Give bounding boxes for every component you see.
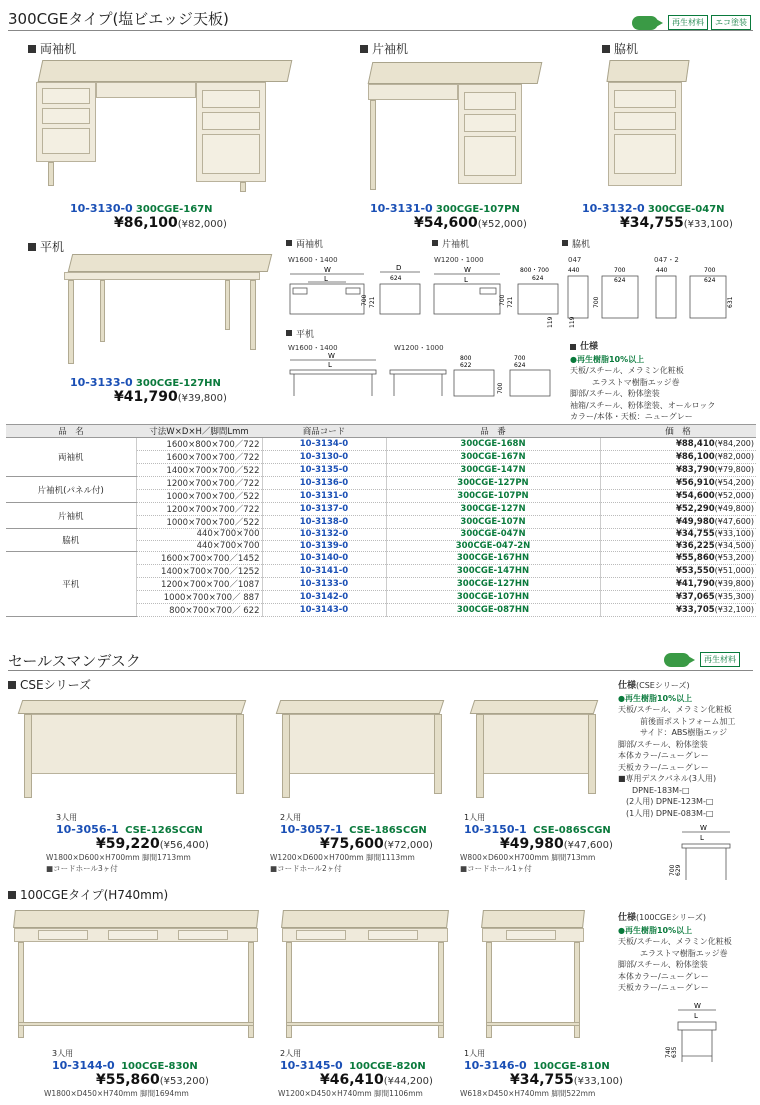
cse-dimension-drawing [668,822,748,884]
product-caption: 1人用 10-3150-1 CSE-086SCGN ¥49,980(¥47,600) W800×D600×H700mm 脚間713mm ■コードホール1ヶ付 [460,813,613,873]
cell-price: ¥53,550(¥51,000) [600,565,756,578]
cell-code: 10-3138-0 [262,516,386,529]
table-row [6,503,756,516]
svg-text:W: W [328,352,335,360]
svg-text:D: D [396,264,402,272]
svg-text:W1600・1400: W1600・1400 [288,256,338,264]
single-pedestal-desk-image [362,56,552,196]
cse-3-person-desk-image [14,696,254,806]
badge-recycled: 再生材料 [668,15,708,30]
svg-text:440: 440 [568,267,580,274]
svg-text:700: 700 [499,294,506,306]
cell-code: 10-3141-0 [262,565,386,578]
cell-code: 10-3130-0 [262,451,386,464]
flat-desk-image [60,250,280,370]
cell-price: ¥36,225(¥34,500) [600,540,756,552]
cell-model: 300CGE-167HN [386,552,600,565]
cell-dimensions: 1400×700×700／522 [136,464,262,477]
cge100-dimension-drawing [664,1000,744,1070]
recycle-mark-icon [632,16,658,30]
spec-box-100cge: 仕様(100CGEシリーズ) ●再生樹脂10%以上 天板/スチール、メラミン化粧板 エラストマ樹脂エッジ巻 脚部/スチール、粉体塗装 本体カラー/ニューグレー 天板カラー/ニューグレー [618,913,732,992]
svg-text:W1200・1000: W1200・1000 [394,344,444,352]
svg-text:119: 119 [569,316,576,328]
product-caption: 1人用 10-3146-0 100CGE-810N ¥34,755(¥33,100) W618×D450×H740mm 脚間522mm [460,1049,623,1098]
product-caption: 10-3131-0 300CGE-107PN ¥54,600(¥52,000) [370,202,527,231]
series-label: 100CGEタイプ(H740mm) [8,886,168,903]
col-header: 品 番 [386,425,600,438]
product-label: 両袖机 [28,40,76,57]
cell-model: 300CGE-147HN [386,565,600,578]
row-category: 両袖机 [6,438,136,477]
badge-eco-paint: エコ塗装 [711,15,751,30]
cse-1-person-desk-image [466,696,606,806]
cell-dimensions: 1600×700×700／1452 [136,552,262,565]
svg-text:700: 700 [514,355,526,362]
cell-dimensions: 1400×700×700／1252 [136,565,262,578]
cell-code: 10-3140-0 [262,552,386,565]
svg-text:635: 635 [671,1046,678,1058]
svg-text:631: 631 [727,296,734,308]
cell-price: ¥41,790(¥39,800) [600,578,756,591]
cell-code: 10-3134-0 [262,438,386,451]
cell-model: 300CGE-047-2N [386,540,600,552]
cell-dimensions: 1000×700×700／522 [136,490,262,503]
eco-badges [664,652,740,667]
svg-text:W1600・1400: W1600・1400 [288,344,338,352]
side-desk-image [604,56,694,196]
cell-code: 10-3133-0 [262,578,386,591]
cell-dimensions: 1000×700×700／ 887 [136,591,262,604]
product-label: 片袖机 [360,40,408,57]
cell-dimensions: 1200×700×700／722 [136,477,262,490]
svg-text:W: W [324,266,331,274]
svg-text:L: L [328,361,332,369]
product-caption: 2人用 10-3145-0 100CGE-820N ¥46,410(¥44,200) W1200×D450×H740mm 脚間1106mm [278,1049,433,1098]
svg-text:平机: 平机 [296,330,315,340]
cge100-3-person-desk-image [8,906,266,1046]
col-header: 寸法W×D×H／脚間Lmm [136,425,262,438]
row-category: 脇机 [6,529,136,552]
svg-text:440: 440 [656,267,668,274]
row-category: 片袖机 [6,503,136,529]
product-caption: 10-3132-0 300CGE-047N ¥34,755(¥33,100) [582,202,733,231]
cell-dimensions: 1600×800×700／722 [136,438,262,451]
cell-price: ¥88,410(¥84,200) [600,438,756,451]
svg-text:W: W [694,1002,701,1010]
cse-2-person-desk-image [272,696,452,806]
cell-price: ¥56,910(¥54,200) [600,477,756,490]
cell-model: 300CGE-127HN [386,578,600,591]
cell-code: 10-3135-0 [262,464,386,477]
cell-code: 10-3132-0 [262,529,386,541]
cell-dimensions: 440×700×700 [136,540,262,552]
svg-text:脇机: 脇机 [572,240,591,250]
svg-text:624: 624 [390,275,402,282]
eco-badges [632,15,751,30]
svg-text:047・2: 047・2 [654,256,679,264]
cell-code: 10-3139-0 [262,540,386,552]
cell-model: 300CGE-087HN [386,604,600,617]
cell-model: 300CGE-047N [386,529,600,541]
cell-dimensions: 1200×700×700／1087 [136,578,262,591]
section-divider [8,30,753,31]
svg-text:L: L [700,834,704,842]
table-row [6,438,756,451]
cell-price: ¥54,600(¥52,000) [600,490,756,503]
row-category: 片袖机(パネル付) [6,477,136,503]
svg-text:L: L [694,1012,698,1020]
svg-text:721: 721 [369,296,376,308]
cell-code: 10-3142-0 [262,591,386,604]
product-price: ¥86,100 [114,215,178,231]
cell-code: 10-3143-0 [262,604,386,617]
cell-model: 300CGE-168N [386,438,600,451]
cell-dimensions: 800×700×700／ 622 [136,604,262,617]
cell-code: 10-3136-0 [262,477,386,490]
cell-code: 10-3131-0 [262,490,386,503]
cell-price: ¥34,755(¥33,100) [600,529,756,541]
cell-price: ¥33,705(¥32,100) [600,604,756,617]
svg-text:700: 700 [614,267,626,274]
svg-text:721: 721 [507,296,514,308]
section-title-300cge: 300CGEタイプ(塩ビエッジ天板) [8,10,229,28]
product-label: 平机 [28,238,64,255]
svg-text:624: 624 [514,362,526,369]
svg-text:700: 700 [669,864,676,876]
cell-model: 300CGE-107N [386,516,600,529]
svg-text:629: 629 [675,864,682,876]
cell-dimensions: 1600×700×700／722 [136,451,262,464]
cell-model: 300CGE-147N [386,464,600,477]
product-label: 脇机 [602,40,638,57]
svg-text:両袖机: 両袖机 [296,240,324,250]
svg-text:622: 622 [460,362,472,369]
section-divider [8,670,753,671]
svg-text:L: L [464,276,468,284]
double-pedestal-desk-image [30,56,300,196]
cell-dimensions: 1200×700×700／722 [136,503,262,516]
cell-code: 10-3137-0 [262,503,386,516]
cell-dimensions: 1000×700×700／522 [136,516,262,529]
col-header: 品 名 [6,425,136,438]
svg-text:W: W [464,266,471,274]
cell-price: ¥49,980(¥47,600) [600,516,756,529]
cge100-1-person-desk-image [476,906,592,1046]
cell-price: ¥86,100(¥82,000) [600,451,756,464]
cell-model: 300CGE-107PN [386,490,600,503]
svg-text:700: 700 [497,382,504,394]
cell-model: 300CGE-127PN [386,477,600,490]
series-label: CSEシリーズ [8,676,91,693]
svg-text:700: 700 [361,294,368,306]
svg-text:片袖机: 片袖机 [442,240,470,250]
cell-model: 300CGE-127N [386,503,600,516]
cge100-2-person-desk-image [276,906,456,1046]
svg-text:800・700: 800・700 [520,267,549,274]
svg-text:047: 047 [568,256,582,264]
svg-text:624: 624 [704,277,716,284]
table-row [6,529,756,541]
spec-box-300cge: 仕様 ●再生樹脂10%以上 天板/スチール、メラミン化粧板 エラストマ樹脂エッジ巻 脚部/スチール、粉体塗装 袖箱/スチール、粉体塗装、オールロック カラー/本体・天板：ニューグレー [570,342,716,421]
product-caption: 3人用 10-3056-1 CSE-126SCGN ¥59,220(¥56,400) W1800×D600×H700mm 脚間1713mm ■コードホール3ヶ付 [46,813,209,873]
cell-price: ¥37,065(¥35,300) [600,591,756,604]
cell-model: 300CGE-167N [386,451,600,464]
cell-price: ¥83,790(¥79,800) [600,464,756,477]
col-header: 価 格 [600,425,756,438]
svg-text:624: 624 [532,275,544,282]
svg-text:L: L [324,275,328,283]
row-category: 平机 [6,552,136,617]
cell-price: ¥55,860(¥53,200) [600,552,756,565]
table-row [6,552,756,565]
cell-dimensions: 440×700×700 [136,529,262,541]
product-caption: 10-3133-0 300CGE-127HN ¥41,790(¥39,800) [70,376,227,405]
svg-text:624: 624 [614,277,626,284]
svg-text:700: 700 [593,296,600,308]
product-code: 10-3130-0 [70,202,133,215]
product-caption: 2人用 10-3057-1 CSE-186SCGN ¥75,600(¥72,000) W1200×D600×H700mm 脚間1113mm ■コードホール2ヶ付 [270,813,433,873]
product-caption: 3人用 10-3144-0 100CGE-830N ¥55,860(¥53,200) W1800×D450×H740mm 脚間1694mm [44,1049,209,1098]
svg-text:700: 700 [704,267,716,274]
table-row [6,477,756,490]
recycle-mark-icon [664,653,690,667]
cell-model: 300CGE-107HN [386,591,600,604]
svg-text:W1200・1000: W1200・1000 [434,256,484,264]
svg-text:740: 740 [665,1046,672,1058]
spec-box-cse: 仕様(CSEシリーズ) ●再生樹脂10%以上 天板/スチール、メラミン化粧板 前後面ポストフォーム加工 サイド：ABS樹脂エッジ 脚部/スチール、粉体塗装 本体カラー/ニューグレー 天板カラー/ニューグレー ■専用デスクパネル(3人用) DPNE-183M-□ (2人用) DPNE-123M-□ (1人用) DPNE-083M-□ [618,681,736,818]
svg-text:800: 800 [460,355,472,362]
badge-recycled: 再生材料 [700,652,740,667]
product-caption: 10-3130-0 300CGE-167N ¥86,100(¥82,000) [70,202,227,231]
section-title-salesman: セールスマンデスク [8,652,141,670]
svg-text:119: 119 [547,316,554,328]
svg-text:W: W [700,824,707,832]
product-model: 300CGE-167N [135,204,213,215]
cell-price: ¥52,290(¥49,800) [600,503,756,516]
col-header: 商品コード [262,425,386,438]
spec-table [6,424,756,617]
